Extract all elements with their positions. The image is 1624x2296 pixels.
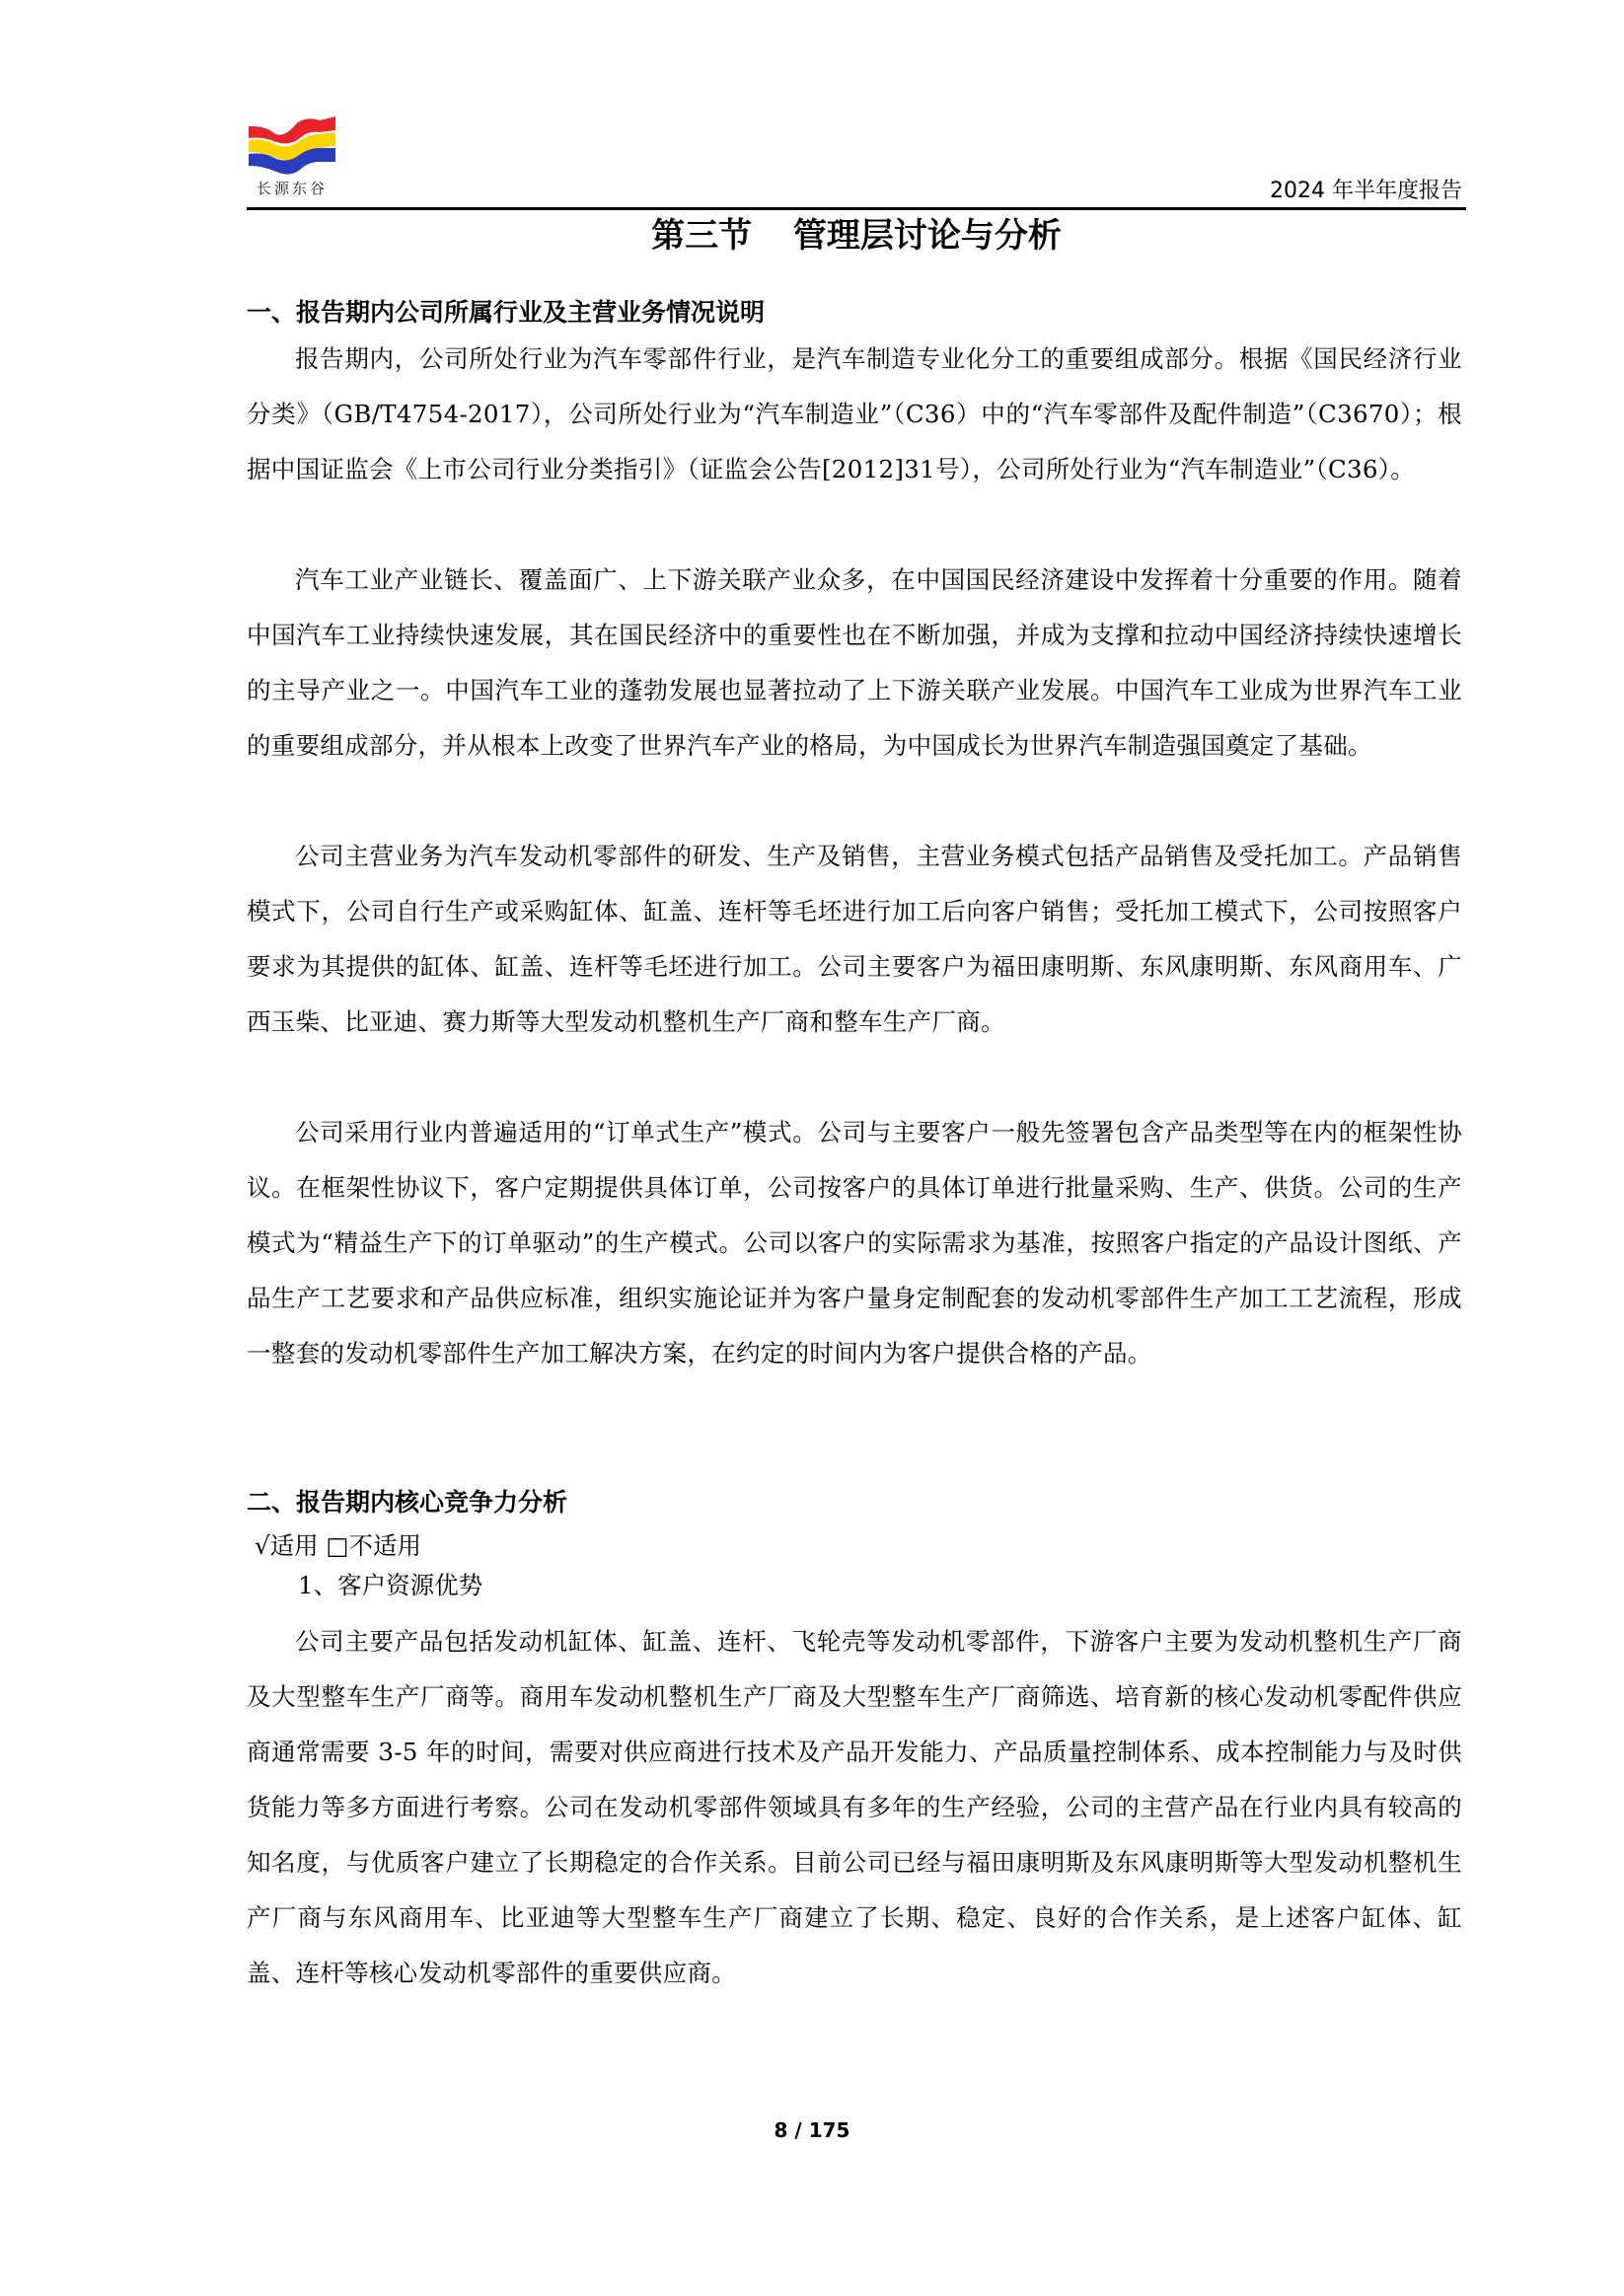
sub-heading-customer-resources: 1、客户资源优势 <box>298 1571 483 1599</box>
section1-paragraph-1: 报告期内，公司所处行业为汽车零部件行业，是汽车制造专业化分工的重要组成部分。根据《国民经济行业分类》（GB/T4754-2017），公司所处行业为“汽车制造业”（C36）中的“汽车零部件及配件制造”（C3670）；根据中国证监会《上市公司行业分类指引》（证监会公告[2012]31号），公司所处行业为“汽车制造业”（C36）。 <box>247 344 1462 483</box>
section1-paragraph-2: 汽车工业产业链长、覆盖面广、上下游关联产业众多，在中国国民经济建设中发挥着十分重要的作用。随着中国汽车工业持续快速发展，其在国民经济中的重要性也在不断加强，并成为支撑和拉动中国经济持续快速增长的主导产业之一。中国汽车工业的蓬勃发展也显著拉动了上下游关联产业发展。中国汽车工业成为世界汽车工业的重要组成部分，并从根本上改变了世界汽车产业的格局，为中国成长为世界汽车制造强国奠定了基础。 <box>247 565 1462 760</box>
header-rule <box>247 207 1466 210</box>
applicability-checkbox: √适用 □不适用 <box>255 1531 422 1560</box>
company-logo <box>247 116 337 199</box>
logo-mark-icon <box>247 116 337 178</box>
section2-paragraph-1: 公司主要产品包括发动机缸体、缸盖、连杆、飞轮壳等发动机零部件，下游客户主要为发动机整机生产厂商及大型整车生产厂商等。商用车发动机整机生产厂商及大型整车生产厂商筛选、培育新的核心发动机零配件供应商通常需要 3-5 年的时间，需要对供应商进行技术及产品开发能力、产品质量控制体系、成本控制能力与及时供货能力等多方面进行考察。公司在发动机零部件领域具有多年的生产经验，公司的主营产品在行业内具有较高的知名度，与优质客户建立了长期稳定的合作关系。目前公司已经与福田康明斯及东风康明斯等大型发动机整机生产厂商与东风商用车、比亚迪等大型整车生产厂商建立了长期、稳定、良好的合作关系，是上述客户缸体、缸盖、连杆等核心发动机零部件的重要供应商。 <box>247 1627 1462 1987</box>
section-title: 第三节 管理层讨论与分析 <box>651 216 1062 256</box>
page-number: 8 / 175 <box>774 2118 850 2142</box>
section1-heading: 一、报告期内公司所属行业及主营业务情况说明 <box>247 298 766 327</box>
report-label: 2024 年半年度报告 <box>1270 179 1462 203</box>
logo-text: 长源东谷 <box>256 180 328 197</box>
section1-paragraph-4: 公司采用行业内普遍适用的“订单式生产”模式。公司与主要客户一般先签署包含产品类型等在内的框架性协议。在框架性协议下，客户定期提供具体订单，公司按客户的具体订单进行批量采购、生产、供货。公司的生产模式为“精益生产下的订单驱动”的生产模式。公司以客户的实际需求为基准，按照客户指定的产品设计图纸、产品生产工艺要求和产品供应标准，组织实施论证并为客户量身定制配套的发动机零部件生产加工工艺流程，形成一整套的发动机零部件生产加工解决方案，在约定的时间内为客户提供合格的产品。 <box>247 1118 1462 1368</box>
section1-paragraph-3: 公司主营业务为汽车发动机零部件的研发、生产及销售，主营业务模式包括产品销售及受托加工。产品销售模式下，公司自行生产或采购缸体、缸盖、连杆等毛坯进行加工后向客户销售；受托加工模式下，公司按照客户要求为其提供的缸体、缸盖、连杆等毛坯进行加工。公司主要客户为福田康明斯、东风康明斯、东风商用车、广西玉柴、比亚迪、赛力斯等大型发动机整机生产厂商和整车生产厂商。 <box>247 842 1462 1036</box>
section2-heading: 二、报告期内核心竞争力分析 <box>247 1488 568 1517</box>
